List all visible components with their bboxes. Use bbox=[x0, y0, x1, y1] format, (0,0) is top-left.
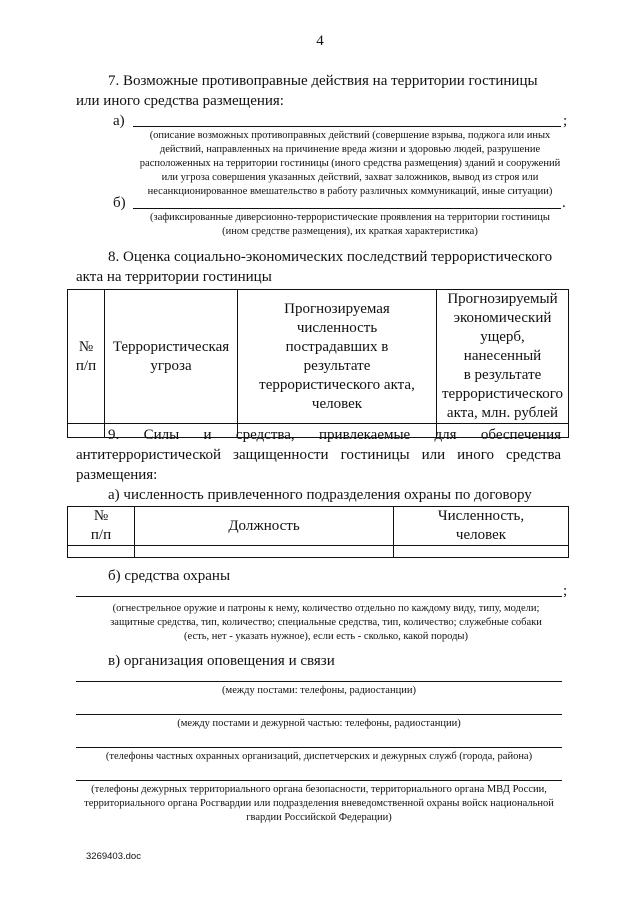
consequences-table bbox=[67, 289, 569, 438]
section9-c-fill-line-4 bbox=[76, 780, 562, 781]
section7-a-label: а) bbox=[113, 113, 125, 129]
section9-b: б) средства охраны bbox=[108, 568, 231, 584]
table-cell bbox=[135, 546, 394, 558]
note-line: защитные средства, тип, количество; специальные средства, тип, количество; служебные собаки bbox=[110, 617, 542, 628]
section9-c: в) организация оповещения и связи bbox=[108, 653, 335, 669]
guard-table-header-number: № п/п bbox=[68, 507, 135, 546]
section9-title-line2: антитеррористической защищенности гостиницы или иного средства bbox=[76, 447, 561, 463]
note-line: (зафиксированные диверсионно-террористические проявления на территории гостиницы bbox=[150, 212, 550, 223]
section9-b-end: ; bbox=[563, 583, 568, 599]
section9-c-fill-line-1 bbox=[76, 681, 562, 682]
section9-b-note bbox=[76, 602, 576, 644]
section7-a-note bbox=[110, 129, 590, 199]
section9-c-note-3: (телефоны частных охранных организаций, диспетчерских и дежурных служб (города, района) bbox=[105, 751, 533, 762]
section7-a-fill-line bbox=[133, 126, 561, 127]
note-line: гвардии Российской Федерации) bbox=[246, 812, 392, 823]
section7-b-end: . bbox=[562, 195, 566, 211]
section7-b-note bbox=[110, 211, 590, 239]
section9-c-note-1: (между постами: телефоны, радиостанции) bbox=[222, 685, 416, 696]
section9-title-line1: 9. Силы и средства, привлекаемые для обеспечения bbox=[108, 427, 561, 443]
note-line: (описание возможных противоправных действий (совершение взрыва, поджога или иных bbox=[149, 130, 551, 141]
section7-a-end: ; bbox=[563, 113, 568, 129]
table-cell bbox=[394, 546, 569, 558]
section9-c-fill-line-2 bbox=[76, 714, 562, 715]
table-cell bbox=[68, 546, 135, 558]
section7-title-line1: 7. Возможные противоправные действия на территории гостиницы bbox=[108, 73, 538, 89]
section9-title-line3: размещения: bbox=[76, 467, 158, 483]
section8-title-line1: 8. Оценка социально-экономических последствий террористического bbox=[108, 249, 553, 265]
note-line: действий, направленных на причинение вреда жизни и здоровью людей, разрушение bbox=[159, 144, 541, 155]
note-line: расположенных на территории гостиницы (иного средства размещения) зданий и сооружений bbox=[139, 158, 561, 169]
page-number: 4 bbox=[316, 33, 324, 49]
guard-table-header-count: Численность, человек bbox=[394, 507, 569, 546]
note-line: (огнестрельное оружие и патроны к нему, количество отдельно по каждому виду, типу, модели; bbox=[112, 603, 540, 614]
guard-table bbox=[67, 506, 569, 558]
section9-c-note-2: (между постами и дежурной частью: телефоны, радиостанции) bbox=[177, 718, 461, 729]
section9-a: а) численность привлеченного подразделения охраны по договору bbox=[108, 487, 532, 503]
note-line: (есть, нет - указать нужное), если есть - сколько, какой породы) bbox=[184, 631, 468, 642]
table-header-damage: Прогнозируемый экономический ущерб, нанесенный в результате террористического акта, млн. рублей bbox=[437, 290, 569, 424]
section7-b-label: б) bbox=[113, 195, 126, 211]
note-line: или угроза совершения указанных действий, захват заложников, вывод из строя или bbox=[161, 172, 539, 183]
section7-title-line2: или иного средства размещения: bbox=[76, 93, 284, 109]
section9-c-note-4 bbox=[66, 783, 572, 825]
note-line: несанкционированное вмешательство в работу различных коммуникаций, иные ситуации) bbox=[147, 186, 553, 197]
table-header-number: № п/п bbox=[68, 290, 105, 424]
table-header-threat: Террористическая угроза bbox=[105, 290, 238, 424]
section9-b-fill-line bbox=[76, 596, 562, 597]
section8-title-line2: акта на территории гостиницы bbox=[76, 269, 272, 285]
section9-c-fill-line-3 bbox=[76, 747, 562, 748]
guard-table-header-position: Должность bbox=[135, 507, 394, 546]
table-header-casualties: Прогнозируемая численность пострадавших в результате террористического акта, человек bbox=[238, 290, 437, 424]
section7-b-fill-line bbox=[133, 208, 561, 209]
note-line: территориального органа Росгвардии или подразделения вневедомственной охраны войск национальной bbox=[84, 798, 554, 809]
note-line: (телефоны дежурных территориального органа безопасности, территориального органа МВД России, bbox=[91, 784, 547, 795]
note-line: (ином средстве размещения), их краткая характеристика) bbox=[222, 226, 478, 237]
file-name-footer: 3269403.doc bbox=[86, 851, 141, 862]
table-cell bbox=[68, 424, 105, 438]
